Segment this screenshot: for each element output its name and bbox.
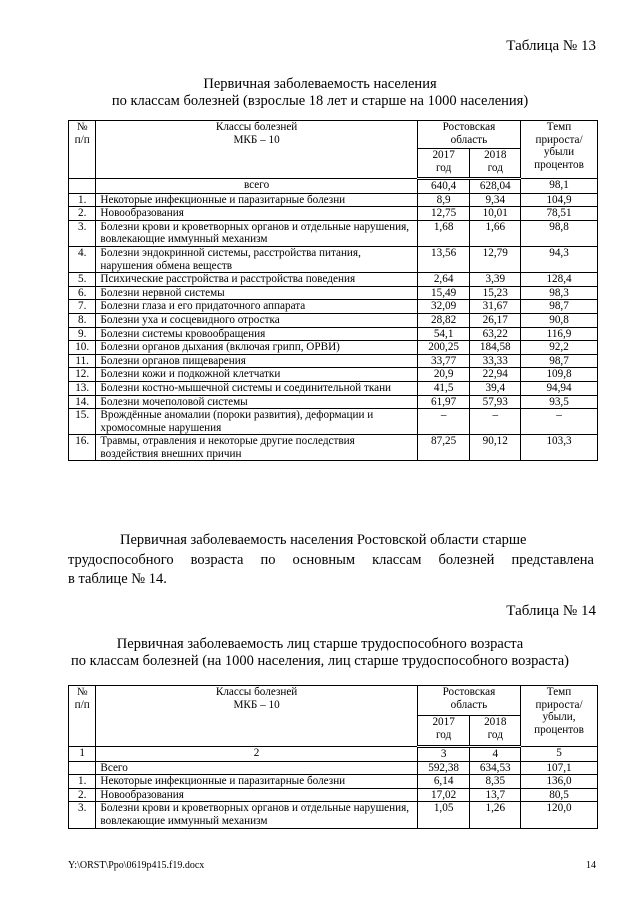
row-class-name: Новообразования xyxy=(96,788,417,802)
col-number: 1 xyxy=(69,747,96,762)
row-number: 1. xyxy=(69,775,96,789)
row-rate: 116,9 xyxy=(521,327,598,341)
column-numbers-row xyxy=(69,747,598,762)
row-rate: 104,9 xyxy=(521,193,598,207)
row-rate: 98,1 xyxy=(521,179,598,194)
row-number: 16. xyxy=(69,435,96,461)
row-value-2018: 22,94 xyxy=(470,368,521,382)
row-number: 4. xyxy=(69,246,96,272)
row-value-2018: 3,39 xyxy=(470,273,521,287)
row-value-2017: 17,02 xyxy=(417,788,470,802)
row-value-2017: 20,9 xyxy=(417,368,470,382)
row-rate: 94,94 xyxy=(521,381,598,395)
header-region: Ростовская область xyxy=(417,121,520,149)
row-class-name: Некоторые инфекционные и паразитарные болезни xyxy=(96,775,417,789)
row-value-2017: 12,75 xyxy=(417,207,470,221)
table-row xyxy=(69,409,598,435)
row-value-2018: 13,7 xyxy=(470,788,521,802)
row-rate: 90,8 xyxy=(521,313,598,327)
table-row xyxy=(69,395,598,409)
table-row xyxy=(69,341,598,355)
row-value-2018: 31,67 xyxy=(470,300,521,314)
table-row xyxy=(69,788,598,802)
row-value-2018: 90,12 xyxy=(470,435,521,461)
paragraph-line1: Первичная заболеваемость населения Ростовской области старше xyxy=(120,532,527,548)
row-rate: 78,51 xyxy=(521,207,598,221)
table-row xyxy=(69,193,598,207)
row-rate: 98,3 xyxy=(521,286,598,300)
row-value-2017: 61,97 xyxy=(417,395,470,409)
row-value-2018: 57,93 xyxy=(470,395,521,409)
row-class-name: Болезни органов дыхания (включая грипп, ОРВИ) xyxy=(96,341,417,355)
table-row xyxy=(69,300,598,314)
row-number: 8. xyxy=(69,313,96,327)
row-class-name: Всего xyxy=(96,761,417,775)
row-value-2017: 28,82 xyxy=(417,313,470,327)
row-class-name: Болезни кожи и подкожной клетчатки xyxy=(96,368,417,382)
row-class-name: Болезни мочеполовой системы xyxy=(96,395,417,409)
row-number xyxy=(69,179,96,194)
header-region: Ростовская область xyxy=(417,686,520,716)
header-num: № п/п xyxy=(69,686,96,747)
col-number: 2 xyxy=(96,747,417,762)
row-number: 13. xyxy=(69,381,96,395)
row-class-name: Новообразования xyxy=(96,207,417,221)
row-number: 3. xyxy=(69,802,96,828)
paragraph-line2: трудоспособного возраста по основным классам болезней представлена xyxy=(68,551,594,568)
paragraph-line3: в таблице № 14. xyxy=(68,571,167,587)
table-row xyxy=(69,368,598,382)
row-rate: 94,3 xyxy=(521,246,598,272)
row-value-2018: 15,23 xyxy=(470,286,521,300)
row-value-2017: 32,09 xyxy=(417,300,470,314)
row-number: 10. xyxy=(69,341,96,355)
row-value-2018: 63,22 xyxy=(470,327,521,341)
row-class-name: Болезни органов пищеварения xyxy=(96,354,417,368)
row-class-name: Психические расстройства и расстройства поведения xyxy=(96,273,417,287)
table-row xyxy=(69,761,598,775)
col-number: 3 xyxy=(417,747,470,762)
row-value-2017: 1,68 xyxy=(417,220,470,246)
row-class-name: Болезни крови и кроветворных органов и отдельные нарушения, вовлекающие иммунный механизм xyxy=(96,802,417,828)
row-class-name: Болезни глаза и его придаточного аппарата xyxy=(96,300,417,314)
header-rate: Темп прироста/ убыли, процентов xyxy=(521,686,598,747)
row-rate: 107,1 xyxy=(521,761,598,775)
row-number: 1. xyxy=(69,193,96,207)
row-value-2018: 10,01 xyxy=(470,207,521,221)
row-value-2017: 13,56 xyxy=(417,246,470,272)
table13-title-line2: по классам болезней (взрослые 18 лет и старше на 1000 населения) xyxy=(111,93,529,109)
header-class: Классы болезней МКБ – 10 xyxy=(96,686,417,747)
row-rate: – xyxy=(521,409,598,435)
table-row xyxy=(69,220,598,246)
row-value-2017: 8,9 xyxy=(417,193,470,207)
header-2018: 2018 год xyxy=(470,149,521,179)
table14-label: Таблица № 14 xyxy=(506,603,596,619)
row-rate: 92,2 xyxy=(521,341,598,355)
row-number: 6. xyxy=(69,286,96,300)
row-value-2018: 184,58 xyxy=(470,341,521,355)
row-rate: 93,5 xyxy=(521,395,598,409)
row-value-2018: 634,53 xyxy=(470,761,521,775)
row-number: 15. xyxy=(69,409,96,435)
row-class-name: Врождённые аномалии (пороки развития), деформации и хромосомные нарушения xyxy=(96,409,417,435)
table-row xyxy=(69,381,598,395)
row-value-2018: 12,79 xyxy=(470,246,521,272)
row-number: 9. xyxy=(69,327,96,341)
table13 xyxy=(68,120,598,461)
row-rate: 98,7 xyxy=(521,354,598,368)
table14 xyxy=(68,685,598,829)
row-value-2018: 1,66 xyxy=(470,220,521,246)
row-value-2018: 8,35 xyxy=(470,775,521,789)
table-row xyxy=(69,313,598,327)
row-number xyxy=(69,761,96,775)
table-row xyxy=(69,327,598,341)
row-value-2017: 41,5 xyxy=(417,381,470,395)
row-class-name: Болезни эндокринной системы, расстройства питания, нарушения обмена веществ xyxy=(96,246,417,272)
row-rate: 103,3 xyxy=(521,435,598,461)
table-row xyxy=(69,435,598,461)
row-value-2018: 26,17 xyxy=(470,313,521,327)
row-value-2017: 1,05 xyxy=(417,802,470,828)
table-row xyxy=(69,207,598,221)
row-value-2017: – xyxy=(417,409,470,435)
table-row xyxy=(69,286,598,300)
col-number: 5 xyxy=(521,747,598,762)
row-rate: 136,0 xyxy=(521,775,598,789)
row-number: 14. xyxy=(69,395,96,409)
row-rate: 120,0 xyxy=(521,802,598,828)
header-2017: 2017 год xyxy=(417,149,470,179)
table-row xyxy=(69,354,598,368)
row-value-2017: 592,38 xyxy=(417,761,470,775)
row-number: 2. xyxy=(69,207,96,221)
header-2017: 2017 год xyxy=(417,716,470,747)
table14-title-line2: по классам болезней (на 1000 населения, лиц старше трудоспособного возраста) xyxy=(71,653,569,669)
intro-paragraph xyxy=(68,531,594,590)
row-value-2017: 640,4 xyxy=(417,179,470,194)
table13-label: Таблица № 13 xyxy=(506,38,596,54)
table14-title-line1: Первичная заболеваемость лиц старше трудоспособного возраста xyxy=(116,636,524,652)
row-class-name: всего xyxy=(96,179,417,194)
row-value-2018: 33,33 xyxy=(470,354,521,368)
row-class-name: Болезни уха и сосцевидного отростка xyxy=(96,313,417,327)
header-2018: 2018 год xyxy=(470,716,521,747)
row-value-2018: 1,26 xyxy=(470,802,521,828)
table-row xyxy=(69,246,598,272)
table-row xyxy=(69,179,598,194)
row-value-2018: – xyxy=(470,409,521,435)
row-class-name: Болезни нервной системы xyxy=(96,286,417,300)
row-rate: 98,7 xyxy=(521,300,598,314)
row-number: 11. xyxy=(69,354,96,368)
row-value-2017: 6,14 xyxy=(417,775,470,789)
row-value-2018: 9,34 xyxy=(470,193,521,207)
row-class-name: Некоторые инфекционные и паразитарные болезни xyxy=(96,193,417,207)
page-number: 14 xyxy=(586,860,596,871)
row-rate: 128,4 xyxy=(521,273,598,287)
table13-title-line1: Первичная заболеваемость населения xyxy=(203,76,437,92)
row-value-2017: 200,25 xyxy=(417,341,470,355)
row-class-name: Болезни системы кровообращения xyxy=(96,327,417,341)
table-row xyxy=(69,802,598,828)
row-value-2018: 628,04 xyxy=(470,179,521,194)
header-num: № п/п xyxy=(69,121,96,179)
row-number: 7. xyxy=(69,300,96,314)
footer-path: Y:\ORST\Ppo\0619p415.f19.docx xyxy=(68,860,205,871)
row-value-2017: 15,49 xyxy=(417,286,470,300)
row-value-2018: 39,4 xyxy=(470,381,521,395)
row-value-2017: 54,1 xyxy=(417,327,470,341)
row-rate: 80,5 xyxy=(521,788,598,802)
row-rate: 109,8 xyxy=(521,368,598,382)
table-row xyxy=(69,775,598,789)
row-number: 2. xyxy=(69,788,96,802)
row-value-2017: 2,64 xyxy=(417,273,470,287)
row-value-2017: 33,77 xyxy=(417,354,470,368)
row-class-name: Болезни крови и кроветворных органов и отдельные нарушения, вовлекающие иммунный механизм xyxy=(96,220,417,246)
row-rate: 98,8 xyxy=(521,220,598,246)
row-value-2017: 87,25 xyxy=(417,435,470,461)
row-class-name: Болезни костно-мышечной системы и соединительной ткани xyxy=(96,381,417,395)
header-class: Классы болезней МКБ – 10 xyxy=(96,121,417,179)
header-rate: Темп прироста/ убыли процентов xyxy=(521,121,598,179)
row-class-name: Травмы, отравления и некоторые другие последствия воздействия внешних причин xyxy=(96,435,417,461)
row-number: 5. xyxy=(69,273,96,287)
row-number: 3. xyxy=(69,220,96,246)
col-number: 4 xyxy=(470,747,521,762)
table-row xyxy=(69,273,598,287)
row-number: 12. xyxy=(69,368,96,382)
